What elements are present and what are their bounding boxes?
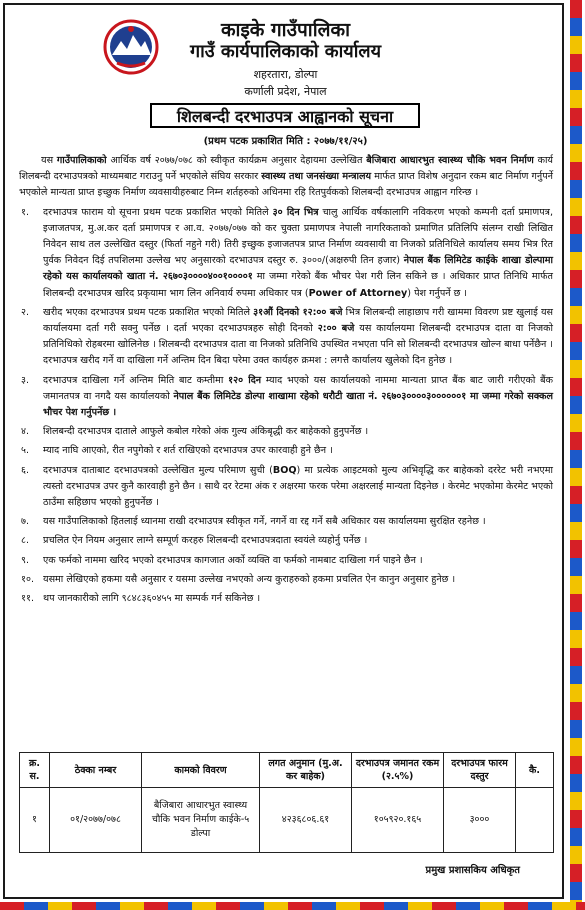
publication-date: (प्रथम पटक प्रकाशित मिति : २०७७/११/२५)	[203, 136, 368, 147]
cell-fee: ३०००	[444, 788, 516, 853]
col-header-contract: ठेक्का नम्बर	[50, 753, 142, 788]
office-location: शहरतारा, डोल्पा	[253, 68, 318, 81]
cell-sn: १	[20, 788, 50, 853]
condition-item: ४. शिलबन्दी दरभाउपत्र दाताले आफुले कबोल गरेको अंक गुल्य अंकिबृद्धी कर बाहेकको हुनुपर्नेछ ।	[21, 426, 369, 438]
col-header-description: कामको विवरण	[142, 753, 260, 788]
table-row	[20, 788, 554, 853]
cell-estimate: ४२३६८०६.६१	[260, 788, 352, 853]
conditions-list	[19, 205, 553, 608]
cell-contract: ०१/२०७७/०७८	[50, 788, 142, 853]
office-name: गाउँ कार्यपालिकाको कार्यालय	[189, 41, 382, 62]
notice-title: शिलबन्दी दरभाउपत्र आह्वानको सूचना	[150, 103, 420, 128]
municipality-name: काइके गाउँपालिका	[220, 19, 351, 41]
table-header-row	[20, 753, 554, 788]
cell-security: १०५९२०.१६५	[352, 788, 444, 853]
condition-item: १. दरभाउपत्र फाराम यो सूचना प्रथम पटक प्रकाशित भएको मितिले ३० दिन भित्र चालु आर्थिक वर्षकालागि नविकरण भएको कम्पनी दर्ता प्रमाणपत्र, इजाजतपत्र, मु.अ.कर दर्ता प्रमाणपत्र र आ.व. २०७७/०७७ को कर चुक्ता प्रमाणपत्र नेपाली नागरिकताको प्रमाणित प्रतिलिपि संलग्न राखी लिखित निवेदन साथ तल उल्लेखित दस्तुर (फिर्ता नहुने गरी) तिरी इच्छुक इजाजतपत्र प्राप्त निर्माण व्यवसायी वा निजको प्रतिनिधिले कार्यालय समय भित्र रित पुर्वक निवेदन दिई तपशिलमा उल्लेख भए अनुसारको दरभाउपत्र दस्तुर रु. ३०००/(अक्षरुपी तिन हजार) नेपाल बैंक लिमिटेड काईके शाखा डोल्पामा रहेको यस कार्यालयको खाता नं. २६७०३००००४००१००००१ मा जम्मा गरेको बैंक भौचर पेश गरी लिन सकिने छ । अधिकार प्राप्त तिनिधि मार्फत शिलबन्दी दरभाउपत्र खरिद प्रकृयामा भाग लिन अनिवार्य रुपमा अधिकार पत्र (Power of Attorney) पेश गर्नुपर्ने छ ।	[21, 206, 554, 299]
col-header-security: दरभाउपत्र जमानत रकम (२.५%)	[352, 753, 444, 788]
tender-table	[19, 752, 554, 853]
condition-item: ६. दरभाउपत्र दाताबाट दरभाउपत्रको उल्लेखित मुल्य परिमाण सुची (BOQ) मा प्रत्येक आइटमको मुल्य अभिवृद्धि कर बाहेकको दररेट भरी नभएमा त्यस्तो दरभाउपत्र उपर कुनै कारवाही हुने छैन । साथै दर रेटमा अंक र अक्षरमा फरक परेमा अक्षरलाई मान्यता दिइनेछ । केरमेट भएकोमा केरमेट भएको ठाउँमा सहिछाप भएको हुनुपर्नेछ ।	[21, 464, 553, 509]
condition-item: ३. दरभाउपत्र दाखिला गर्ने अन्तिम मिति बाट कम्तीमा १२० दिन म्याद भएको यस कार्यालयको नाममा मान्यता प्राप्त बैंक बाट जारी गरीएको बैंक जमानतपत्र वा नगदै यस कार्यालयको नेपाल बैंक लिमिटेड डोल्पा शाखामा रहेको धरौटी खाता नं. २६७०३००००३००००००१ मा जम्मा गरेको सक्कल भौचर पेश गर्नुपर्नेछ ।	[21, 374, 553, 419]
col-header-sn: क्र. स.	[20, 753, 50, 788]
condition-item: १०. यसमा लेखिएको हकमा यसै अनुसार र यसमा उल्लेख नभएको अन्य कुराहरुको हकमा प्रचलित ऐन कानुन अनुसार हुनेछ ।	[21, 573, 456, 585]
cell-description: बैजिबारा आधारभुत स्वास्थ्य चौकि भवन निर्माण काईके-५ डोल्पा	[142, 788, 260, 853]
cell-remarks	[516, 788, 554, 853]
col-header-remarks: कै.	[516, 753, 554, 788]
intro-paragraph: यस गाउँपालिकाको आर्थिक वर्ष २०७७/०७८ को स्वीकृत कार्यक्रम अनुसार देहायमा उल्लेखित बैजिबारा आधारभुत स्वास्थ्य चौकि भवन निर्माण कार्य शिलबन्दी दरभाउपत्रको माध्यमबाट गराउनु पर्ने भएकोले संघिय सरकार स्वास्थ्य तथा जनसंख्या मन्त्रालय मार्फत प्राप्त विशेष अनुदान रकम बाट निर्माण गर्नुपर्ने भएकोले मान्यता प्राप्त इच्छुक निर्माण व्यवसायीहरुबाट निम्न शर्तहरुको अधिनमा रहि रितपुर्वकको शिलबन्दी दरभाउपत्र आह्वान गरिन्छ ।	[19, 155, 553, 199]
condition-item: ११. थप जानकारीको लागि ९८४८३६०४५५ मा सम्पर्क गर्न सकिनेछ ।	[21, 593, 261, 605]
signatory-title: प्रमुख प्रशासकिय अधिकृत	[425, 865, 520, 876]
notice-sheet	[3, 3, 564, 899]
decorative-edge-strip	[570, 0, 582, 910]
notice-body	[19, 153, 553, 610]
col-header-estimate: लगत अनुमान (मु.अ. कर बाहेक)	[260, 753, 352, 788]
province-name: कर्णाली प्रदेश, नेपाल	[244, 85, 327, 98]
condition-item: ५. म्याद नाघि आएको, रीत नपुगेको र शर्त राखिएको दरभाउपत्र उपर कारवाही हुने छैन ।	[21, 445, 333, 457]
col-header-fee: दरभाउपत्र फारम दस्तुर	[444, 753, 516, 788]
condition-item: ७. यस गाउँपालिकाको हितलाई ध्यानमा राखी दरभाउपत्र स्वीकृत गर्ने, नगर्ने वा रद्द गर्ने सबै अधिकार यस कार्यालयमा सुरक्षित रहनेछ ।	[21, 516, 486, 528]
condition-item: २. खरीद भएका दरभाउपत्र प्रथम पटक प्रकाशित भएको मितिले ३१औं दिनको १२:०० बजे भित्र शिलबन्दी लाहाछाप गरी खाममा विवरण प्रष्ट खुलाई यस कार्यालयमा दर्ता गरी सक्नु पर्नेछ । दर्ता भएका दरभाउपत्रहरु सोही दिनको २:०० बजे यस कार्यालयमा शिलबन्दी दरभाउपत्र दाता वा निजको प्रतिनिधिको रोहबरमा खोलिनेछ । शिलबन्दी दरभाउपत्र दाता वा निजको प्रतिनिधि उपस्थित नभएता पनि सो शिलबन्दी दरभाउपत्र खोल्न बाधा पर्नेछैन । दरभाउपत्र खरीद गर्ने वा दाखिला गर्ने अन्तिम दिन बिदा परेमा उक्त कार्यहरु क्रमश : लगत्तै कार्यालय खुलेको दिन हुनेछ ।	[21, 306, 554, 367]
condition-item: ८. प्रचलित ऐन नियम अनुसार लाग्ने सम्पूर्ण करहरु शिलबन्दी दरभाउपत्रदाता स्वयंले व्यहोर्नु पर्नेछ ।	[21, 535, 368, 547]
decorative-bottom-strip	[0, 902, 585, 910]
condition-item: ९. एक फर्मको नाममा खरिद भएको दरभाउपत्र कागजात अर्को व्यक्ति वा फर्मको नामबाट दाखिला गर्न पाइने छैन ।	[21, 554, 423, 566]
